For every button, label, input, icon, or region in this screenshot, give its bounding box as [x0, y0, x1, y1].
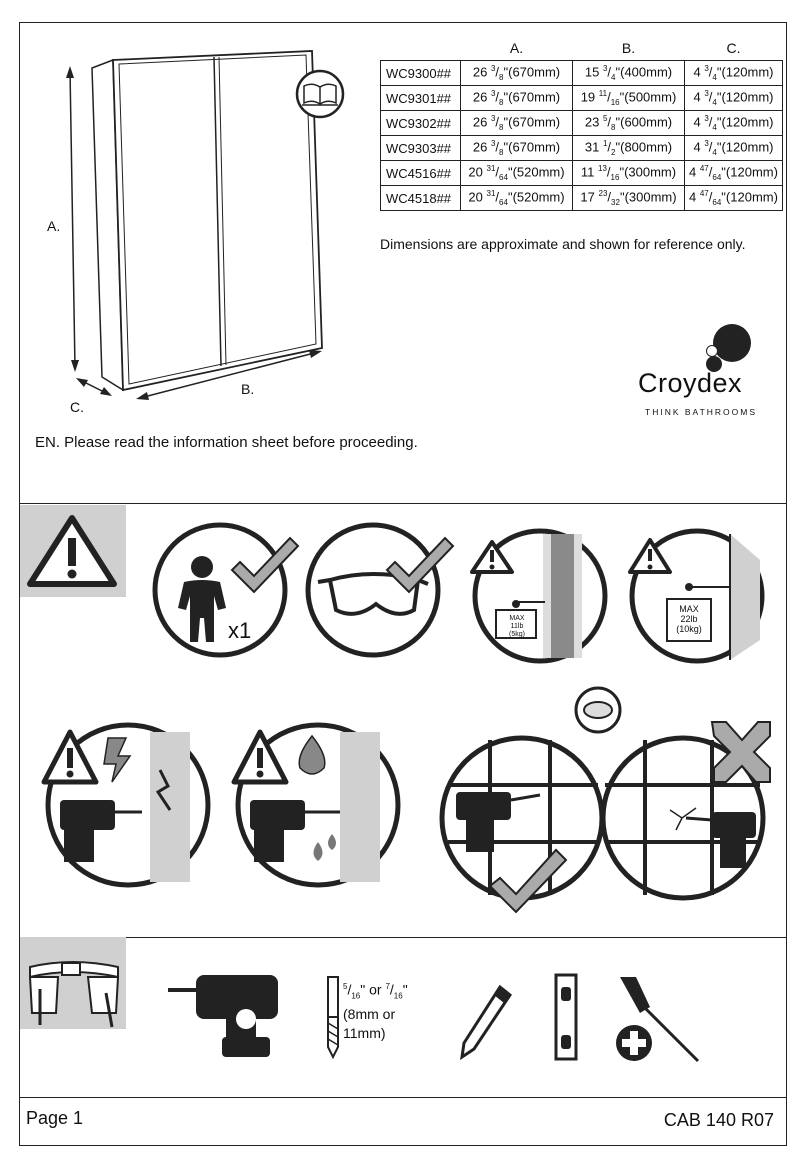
bit-size-den-2: 16 [393, 991, 403, 1001]
dimensions-note: Dimensions are approximate and shown for reference only. [380, 236, 746, 252]
screwdriver-icon [616, 977, 698, 1061]
drill-bit-size: $^5/_{16}$" or $^7/_{16}$" (8mm or 11mm) [343, 981, 408, 1042]
table-cell: 4 $^{47}/_{64}"(120mm)$ [685, 161, 783, 186]
page-number: Page 1 [26, 1108, 84, 1128]
bit-size-line-2: (8mm or [343, 1006, 396, 1023]
table-header-c: C. [726, 40, 741, 56]
table-cell: 17 $^{23}/_{32}"(300mm)$ [573, 186, 685, 211]
table-cell: WC9300## [381, 61, 461, 86]
table-cell: WC9302## [381, 111, 461, 136]
bit-size-num-2: 7 [385, 982, 390, 991]
label-a: A. [47, 218, 61, 234]
label-c: C. [70, 399, 84, 415]
table-cell: WC4518## [381, 186, 461, 211]
label-b: B. [241, 381, 255, 397]
table-cell: 19 $^{11}/_{16}"(500mm)$ [573, 86, 685, 111]
power-drill-icon [168, 975, 278, 1057]
bit-size-den-1: 16 [351, 991, 361, 1001]
table-cell: 20 $^{31}/_{64}"(520mm)$ [461, 186, 573, 211]
read-notice: EN. Please read the information sheet before proceeding. [35, 434, 418, 451]
max-load-1-title: MAX [509, 615, 525, 622]
table-cell: 4 $^3/_4"(120mm)$ [685, 111, 783, 136]
bit-size-line-3: 11mm) [343, 1025, 386, 1042]
table-cell: 26 $^3/_8"(670mm)$ [461, 61, 573, 86]
hidden-cable-warning-icon [44, 725, 208, 885]
tile-tape-correct-icon [442, 688, 620, 912]
max-load-2-title: MAX [679, 604, 699, 614]
table-header-a: A. [509, 40, 524, 56]
table-cell: WC9303## [381, 136, 461, 161]
table-cell: 23 $^5/_8"(600mm)$ [573, 111, 685, 136]
max-load-hollow-wall-icon [472, 531, 605, 661]
table-cell: 4 $^3/_4"(120mm)$ [685, 86, 783, 111]
max-load-2-kg: (10kg) [676, 624, 702, 634]
document-code: CAB 140 R07 [663, 1110, 774, 1130]
persons-count: x1 [228, 618, 252, 643]
table-cell: 31 $^1/_2"(800mm)$ [573, 136, 685, 161]
table-cell: WC9301## [381, 86, 461, 111]
bit-size-or: or [369, 981, 382, 998]
croydex-logo-mark [0, 0, 808, 500]
max-load-2-lb: 22lb [680, 614, 698, 624]
table-cell: 20 $^{31}/_{64}"(520mm)$ [461, 161, 573, 186]
warnings-graphics [0, 500, 808, 940]
table-cell: 4 $^{47}/_{64}"(120mm)$ [685, 186, 783, 211]
table-cell: 26 $^3/_8"(670mm)$ [461, 86, 573, 111]
brand-tagline: THINK BATHROOMS [645, 407, 758, 417]
table-cell: 4 $^3/_4"(120mm)$ [685, 61, 783, 86]
bit-size-num-1: 5 [343, 982, 348, 991]
max-load-1-text [497, 615, 537, 639]
table-cell: 26 $^3/_8"(670mm)$ [461, 136, 573, 161]
brand-name: Croydex [638, 368, 743, 398]
hidden-pipe-warning-icon [234, 725, 398, 885]
one-person-icon [155, 525, 298, 655]
max-load-solid-wall-icon [630, 531, 762, 661]
safety-goggles-icon [308, 525, 453, 655]
table-cell: 26 $^3/_8"(670mm)$ [461, 111, 573, 136]
table-cell: 4 $^3/_4"(120mm)$ [685, 136, 783, 161]
table-cell: WC4516## [381, 161, 461, 186]
spirit-level-icon [556, 975, 576, 1059]
max-load-1-lb: 11lb [510, 623, 524, 630]
tile-no-tape-wrong-icon [603, 722, 770, 898]
table-cell: 11 $^{13}/_{16}"(300mm)$ [573, 161, 685, 186]
max-load-2-text [667, 604, 711, 634]
table-header-b: B. [621, 40, 636, 56]
drill-bit-icon [328, 977, 338, 1057]
pencil-icon [462, 987, 510, 1057]
table-cell: 15 $^3/_4"(400mm)$ [573, 61, 685, 86]
max-load-1-kg: (5kg) [509, 631, 525, 638]
